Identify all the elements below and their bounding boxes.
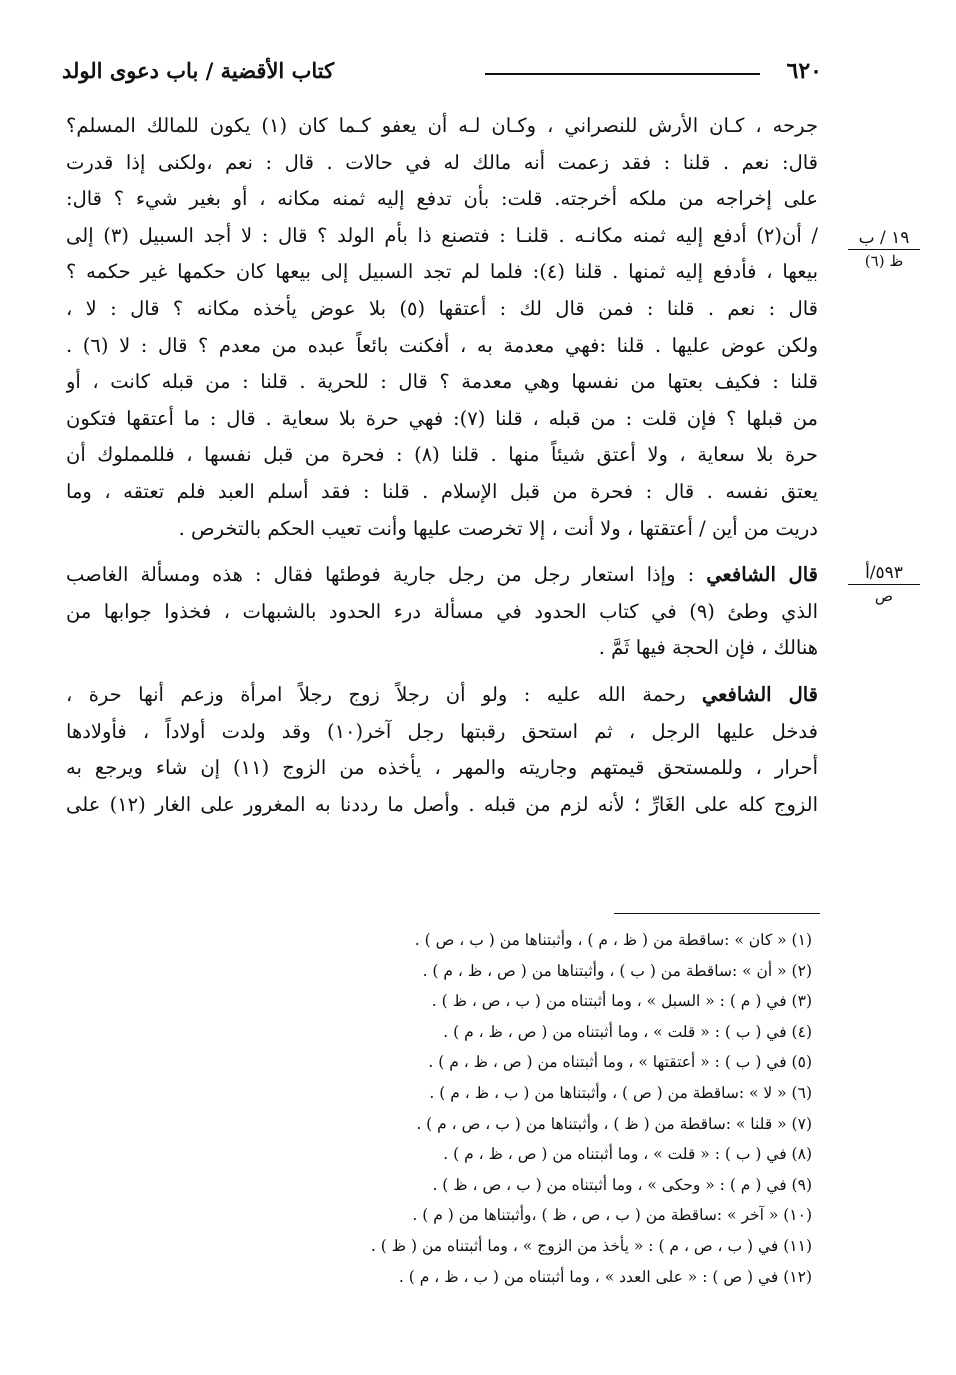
footnote: (٢) « أن » :ساقطة من ( ب ) ، وأثبتناها من ( ص ، ظ ، م ) . [422,961,812,980]
text-line: من قبلها ؟ فإن قلت : من قبله ، قلنا (٧): فهي حرة بلا سعاية . قال : ما أعتقها فتكون [66,406,818,430]
footnote: (٧) « قلنا » :ساقطة من ( ظ ) ، وأثبتناها من ( ب ، ص ، م ) . [416,1114,812,1133]
footnote: (١) « كان » :ساقطة من ( ظ ، م ) ، وأثبتناها من ( ب ، ص ) . [414,931,812,949]
text-line: حرة بلا سعاية ، ولا أعتق شيئاً منها . قلنا (٨) : فحرة من قبل نفسها ، فللمملوك أن [66,443,818,467]
text-line: يعتق نفسه . قال : فحرة من قبل الإسلام . قلنا : فقد أسلم العبد فلم تعتقه ، وما [66,479,818,503]
header-rule [485,73,760,75]
page-number: ٦٢٠ [786,58,822,84]
footnote: (١١) في ( ب ، ص ، م ) : « يأخذ من الزوج » ، وما أثبتناه من ( ظ ) . [370,1236,812,1255]
paragraph [66,108,818,547]
text-line: رحمة الله عليه : ولو أن رجلاً زوج رجلاً امرأة وزعم أنها حرة ، [66,682,686,706]
text-line: قال : نعم . قلنا : فمن قال لك : أعتقها (٥) بلا عوض يأخذه مكانه ؟ قال : لا ، [66,296,818,320]
running-header [62,58,822,88]
text-line: قلنا : فكيف بعتها من نفسها وهي معدمة ؟ قال : للحرية . قلنا : من قبله كانت ، أو [66,370,818,394]
footnote: (١٠) « آخر » :ساقطة من ( ب ، ص ، ظ ) ،وأثبتناها من ( م ) . [412,1206,812,1225]
footnote: (٩) في ( م ) : « وحكى » ، وما أثبتناه من ( ب ، ص ، ظ ) . [432,1175,812,1194]
text-line: أحرار ، وللمستحق قيمتهم وجاريته والمهر ، يأخذه من الزوج (١١) إن شاء ويرجع به [66,756,818,780]
speaker-label: قال الشافعي [701,682,818,706]
text-line: / أن(٢) أدفع إليه ثمنه مكانـه . قلنـا : فتصنع ذا بأم الولد ؟ قال : لا أجد السبيل (٣) إلى [66,223,818,247]
text-line: على إخراجه من ملكه أخرجته. قلت: بأن تدفع إليه ثمنه مكانه ، أو بغير شيء ؟ قال: [66,187,818,211]
margin-note-folio [848,563,920,606]
paragraph [66,677,818,823]
running-title: كتاب الأقضية / باب دعوى الولد [62,58,335,83]
paragraph [66,557,818,667]
text-line: : وإذا استعار رجل من رجل جارية فوطئها فقال : هذه ومسألة الغاصب [66,563,695,587]
text-line: بيعها ، فأدفع إليه ثمنها . قلنا (٤): فلما لم تجد السبيل إلى بيعها كان حكمها غير حكمه ؟ [66,260,818,284]
footnote: (٦) « لا » :ساقطة من ( ص ) ، وأثبتناها من ( ب ، ظ ، م ) . [429,1083,812,1102]
margin-note-bottom: ظ (٦) [864,252,904,270]
text-line: ولكن عوض عليها . قلنا :فهي معدمة به ، أفكنت بائعاً عبده من معدم ؟ قال : لا (٦) . [66,333,818,357]
speaker-label: قال الشافعي [706,563,818,587]
text-line: جرحه ، كـان الأرش للنصراني ، وكـان لـه أن يعفو كـما كان (١) يكون للمالك المسلم؟ [66,114,818,137]
main-text [66,108,818,823]
footnote: (٨) في ( ب ) : « قلت » ، وما أثبتناه من ( ص ، ظ ، م ) . [443,1145,812,1164]
text-line: الزوج كله على الغَارِّ ؛ لأنه لزم من قبله . وأصل ما رددنا به المغرور على الغار (١٢) على [66,792,818,816]
margin-note-top: ١٩ / ب [848,228,920,250]
text-line: قال: نعم . قلنا : فقد زعمت أنه مالك له في حالات . قال : نعم ،ولكنى إذا قدرت [66,150,818,174]
footnotes [280,925,812,1292]
margin-note-bottom: ص [874,587,894,605]
footnote: (١٢) في ( ص ) : « على العدد » ، وما أثبتناه من ( ب ، ظ ، م ) . [398,1267,812,1286]
footnote-separator [614,913,820,914]
footnote: (٣) في ( م ) : « السبل » ، وما أثبتناه من ( ب ، ص ، ظ ) . [431,992,812,1011]
text-line: الذي وطئ (٩) في كتاب الحدود في مسألة درء الحدود بالشبهات ، فخذوا جوابها من [66,599,818,623]
text-line: فدخل عليها الرجل ، ثم استحق رقبتها رجل آخر(١٠) وقد ولدت أولاداً ، فأولادها [66,719,818,743]
text-line: دريت من أين / أعتقتها ، ولا أنت ، إلا تخرصت عليها وأنت تعيب الحكم بالتخرص . [178,516,818,540]
footnote: (٥) في ( ب ) : « أعتقتها » ، وما أثبتناه من ( ص ، ظ ، م ) . [428,1053,812,1072]
text-line: هنالك ، فإن الحجة فيها ثَمَّ . [598,636,818,660]
margin-note-folio [848,228,920,271]
footnote: (٤) في ( ب ) : « قلت » ، وما أثبتناه من ( ص ، ظ ، م ) . [443,1022,812,1041]
margin-note-top: ٥٩٣/أ [848,563,920,585]
